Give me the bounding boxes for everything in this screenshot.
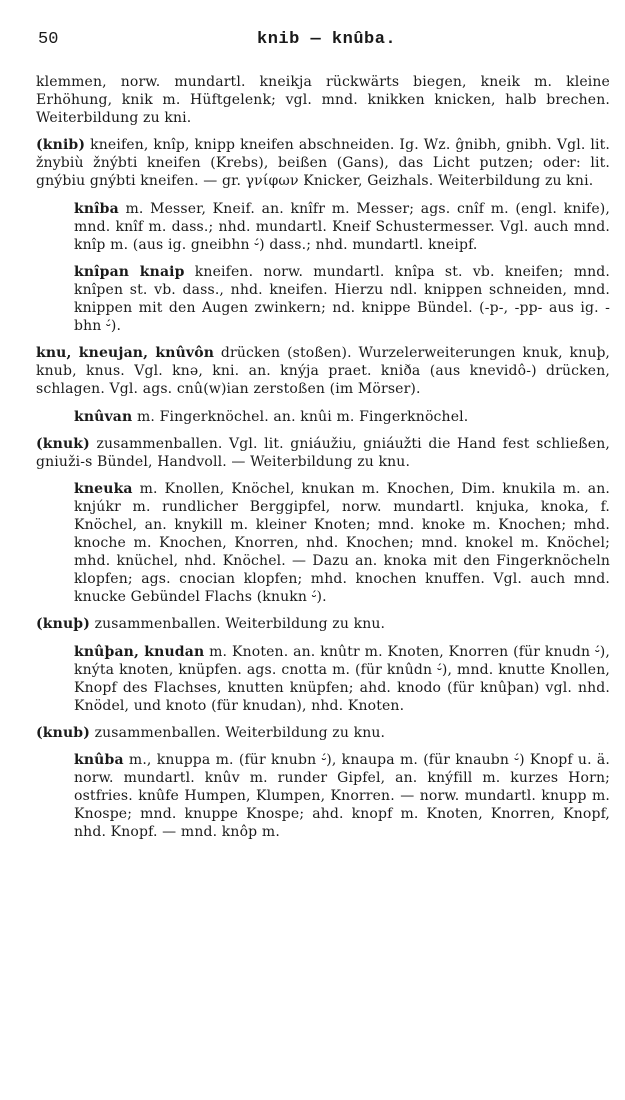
entry-kniba — [36, 200, 610, 254]
entry-lemma: knûvan — [74, 408, 133, 425]
entry-knu — [36, 344, 610, 398]
entry-root: knu, kneujan, knûvôn — [36, 345, 215, 362]
entry-text: drücken (stoßen). Wurzelerweiterungen knuk, knuþ, knub, knus. Vgl. knə, kni. an. knýja praet. kniða (aus knevidô-) drücken, schlagen. Vgl. ags. cnû(w)ian zerstoßen (im Mörser). — [36, 345, 610, 398]
page-body — [36, 73, 610, 841]
entry-text: kneifen. norw. mundartl. knîpa st. vb. kneifen; mnd. knîpen st. vb. dass., nhd. kneifen. Hierzu ndl. knippen schneiden, mnd. knippen mit den Augen zwinkern; nd. knippe Bündel. (-p-, -pp- aus ig. -bhn ⏑́). — [74, 263, 610, 335]
entry-lemma: kneuka — [74, 480, 133, 497]
entry-knuk — [36, 435, 610, 471]
entry-text: m. Knoten. an. knûtr m. Knoten, Knorren (für knudn ⏑́), knýta knoten, knüpfen. ags. cnotta m. (für knûdn ⏑́), mnd. knutte Knollen, Knopf des Flachses, knutten knüpfen; ahd. knodo (für knûþan) vgl. nhd. Knödel, und knoto (für knudan), nhd. Knoten. — [74, 643, 611, 714]
entry-continuation — [36, 73, 610, 127]
entry-kneuka — [36, 480, 610, 607]
entry-knuba — [36, 751, 610, 841]
entry-text: m. Messer, Kneif. an. knîfr m. Messer; ags. cnîf m. (engl. knife), mnd. knîf m. dass.; nhd. mundartl. Kneif Schustermesser. Vgl. auch mnd. knîp m. (aus ig. gneibhn ⏑́) dass.; nhd. mundartl. kneipf. — [74, 200, 610, 253]
entry-knuthan — [36, 643, 610, 715]
entry-root: (knuþ) — [36, 616, 90, 633]
entry-lemma: knîba — [74, 200, 119, 217]
entry-text: zusammenballen. Weiterbildung zu knu. — [94, 724, 386, 741]
entry-lemma: knûþan, knudan — [74, 643, 205, 660]
entry-text: zusammenballen. Weiterbildung zu knu. — [94, 616, 386, 633]
entry-text: m. Knollen, Knöchel, knukan m. Knochen, Dim. knukila m. an. knjúkr m. rundlicher Berggipfel, norw. mundartl. knjuka, knoka, f. Knöchel, an. knykill m. kleiner Knoten; mnd. knoke m. Knochen; mhd. knoche m. Knochen, Knorren, nhd. Knochen; mnd. knokel m. Knöchel; mhd. knüchel, nhd. Knöchel. — Dazu an. knoka mit den Fingerknöcheln klopfen; ags. cnocian klopfen; mhd. knochen knuffen. Vgl. auch mnd. knucke Gebündel Flachs (knukn ⏑́). — [74, 480, 610, 606]
entry-knuvan — [36, 408, 610, 426]
entry-text: klemmen, norw. mundartl. kneikja rückwärts biegen, kneik m. kleine Erhöhung, knik m. Hüftgelenk; vgl. mnd. knikken knicken, halb brechen. Weiterbildung zu kni. — [36, 74, 610, 127]
entry-text: m. Fingerknöchel. an. knûi m. Fingerknöchel. — [136, 408, 469, 425]
entry-text: zusammenballen. Vgl. lit. gniáužiu, gniáužti die Hand fest schließen, gniuži-s Bündel, Handvoll. — Weiterbildung zu knu. — [36, 435, 610, 470]
entry-knib — [36, 136, 610, 190]
entry-text: m., knuppa m. (für knubn ⏑́), knaupa m. (für knaubn ⏑́) Knopf u. ä. norw. mundartl. knûv m. runder Gipfel, an. knýfill m. kurzes Horn; ostfries. knûfe Humpen, Klumpen, Knorren. — norw. mundartl. knupp m. Knospe; mnd. knuppe Knospe; ahd. knopf m. Knoten, Knorren, Knopf, nhd. Knopf. — mnd. knôp m. — [74, 752, 610, 841]
entry-text: kneifen, knîp, knipp kneifen abschneiden. Ig. Wz. ĝnibh, gnibh. Vgl. lit. žnybiù žnýbti kneifen (Krebs), beißen (Gans), das Licht putzen; oder: lit. gnýbiu gnýbti kneifen. — gr. γνίφων Knicker, Geizhals. Weiterbildung zu kni. — [36, 137, 610, 190]
entry-lemma: knûba — [74, 752, 124, 768]
entry-knuth — [36, 615, 610, 633]
entry-knub — [36, 724, 610, 742]
entry-root: (knuk) — [36, 435, 90, 452]
entry-root: (knib) — [36, 137, 86, 154]
entry-lemma: knîpan knaip — [74, 263, 185, 280]
running-title: knib — knûba. — [257, 30, 397, 49]
page-number: 50 — [38, 30, 59, 49]
entry-knipan — [36, 263, 610, 335]
entry-root: (knub) — [36, 724, 90, 741]
